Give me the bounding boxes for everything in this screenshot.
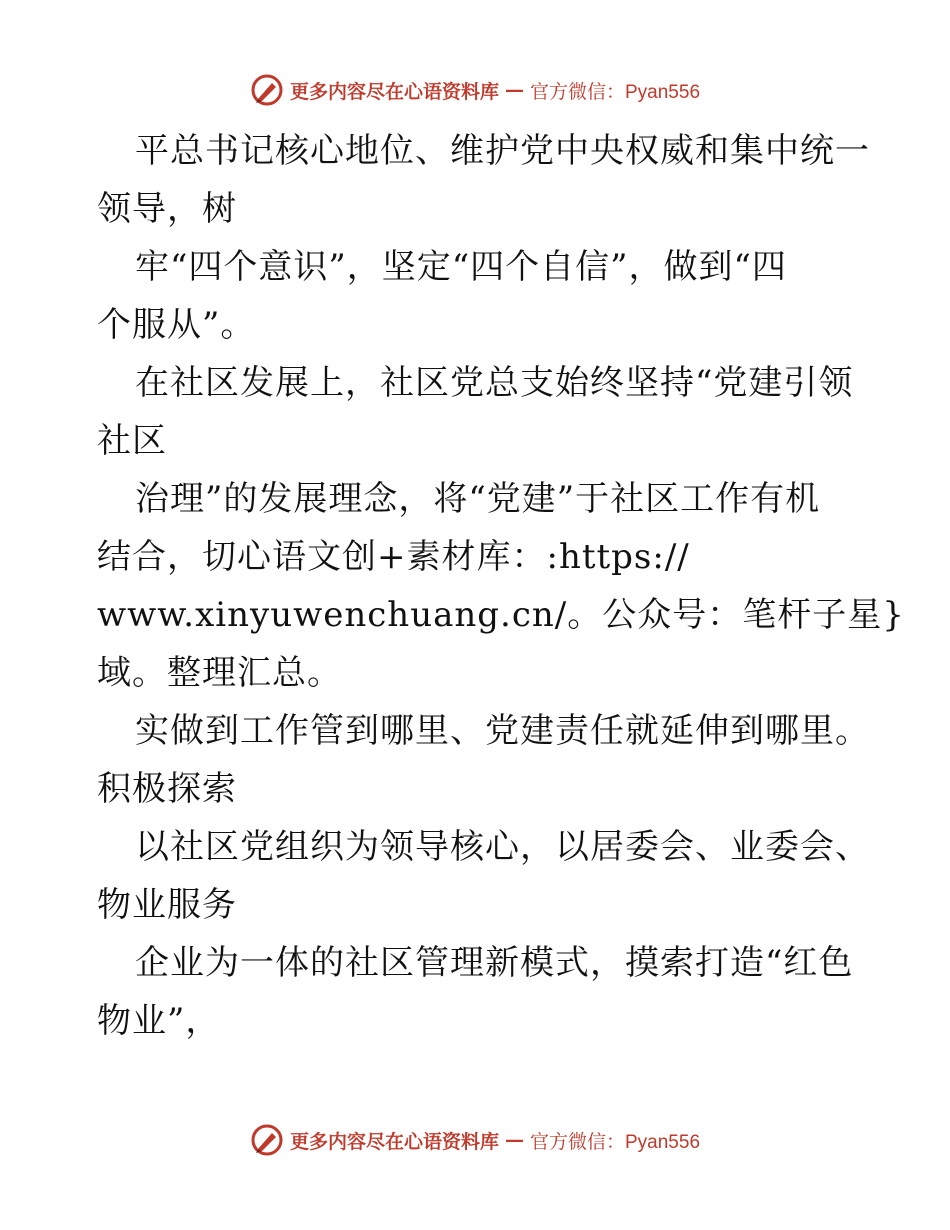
footer-banner bbox=[0, 1120, 950, 1160]
pen-logo-icon bbox=[250, 73, 284, 107]
text-line: 物业”， bbox=[97, 1001, 221, 1041]
header-banner-separator: — bbox=[505, 79, 524, 101]
text-line: 牢“四个意识”，坚定“四个自信”，做到“四 bbox=[135, 247, 787, 287]
text-line: 物业服务 bbox=[97, 885, 237, 925]
text-line: 积极探索 bbox=[97, 769, 237, 809]
text-line: 治理”的发展理念，将“党建”于社区工作有机 bbox=[135, 479, 821, 519]
text-line: 实做到工作管到哪里、党建责任就延伸到哪里。 bbox=[135, 711, 870, 751]
text-line: 域。整理汇总。 bbox=[97, 653, 342, 693]
pen-logo-icon bbox=[250, 1123, 284, 1157]
text-line: 结合，切心语文创+素材库：:https:// bbox=[97, 537, 690, 577]
text-line: 在社区发展上，社区党总支始终坚持“党建引领 bbox=[135, 363, 854, 403]
text-line: 以社区党组织为领导核心，以居委会、业委会、 bbox=[135, 827, 870, 867]
header-banner bbox=[0, 70, 950, 110]
text-line: 社区 bbox=[97, 421, 167, 461]
text-line: 个服从”。 bbox=[97, 305, 256, 345]
text-line: www.xinyuwenchuang.cn/。公众号：笔杆子星} bbox=[97, 595, 905, 635]
text-line: 企业为一体的社区管理新模式，摸索打造“红色 bbox=[135, 943, 854, 983]
footer-banner-title: 更多内容尽在心语资料库 bbox=[289, 1130, 499, 1153]
header-banner-wechat: 官方微信：Pyan556 bbox=[530, 81, 701, 103]
text-line: 平总书记核心地位、维护党中央权威和集中统一 bbox=[135, 131, 870, 171]
footer-banner-wechat: 官方微信：Pyan556 bbox=[530, 1131, 701, 1153]
footer-banner-separator: — bbox=[505, 1129, 524, 1151]
text-line: 领导，树 bbox=[97, 189, 237, 229]
document-body bbox=[97, 122, 905, 1050]
header-banner-title: 更多内容尽在心语资料库 bbox=[289, 80, 499, 103]
